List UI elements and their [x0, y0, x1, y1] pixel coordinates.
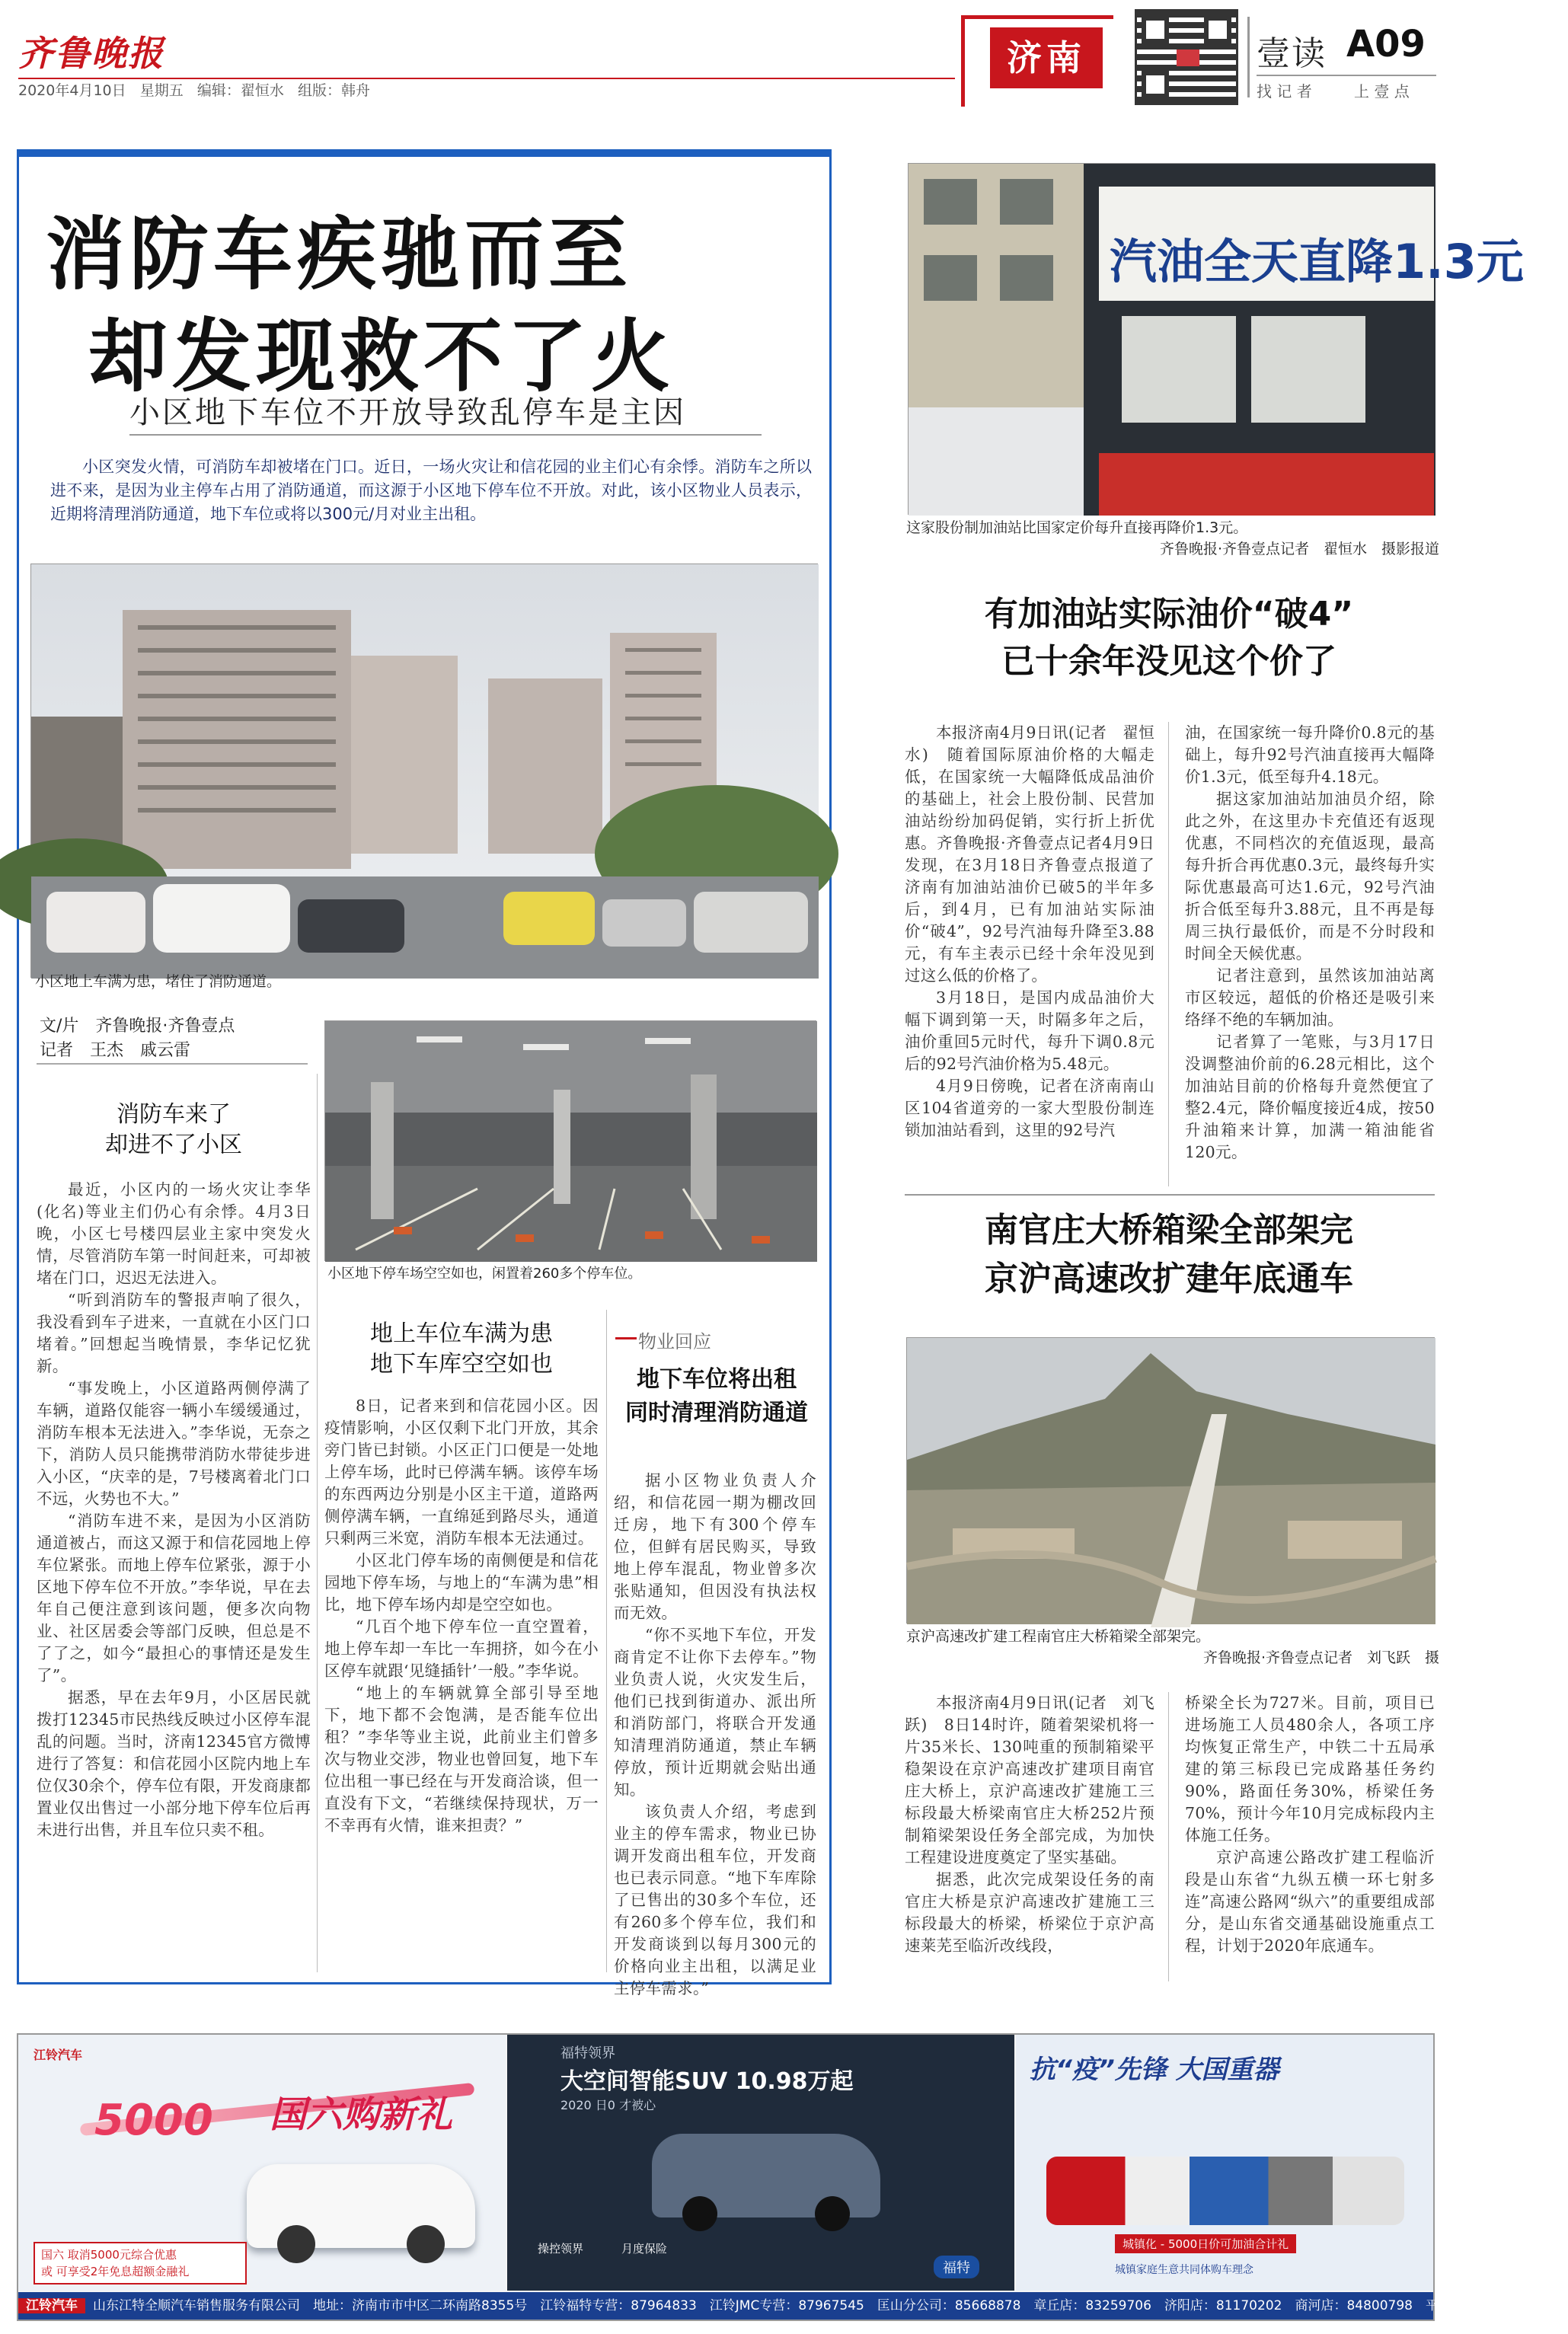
subhead-1-line1: 消防车来了 — [117, 1101, 231, 1128]
main-subheadline: 小区地下车位不开放导致乱停车是主因 — [129, 395, 686, 430]
ad-jmc-offer-line2: 或 可享受2年免息超额金融礼 — [41, 2265, 190, 2278]
qr-code[interactable] — [1135, 9, 1238, 105]
photo-bridge-credit: 齐鲁晚报·齐鲁壹点记者 刘飞跃 摄 — [1202, 1649, 1439, 1666]
subhead-3 — [614, 1363, 819, 1430]
column-2 — [324, 1395, 599, 1837]
ad-jmc-amount: 5000 — [94, 2096, 213, 2145]
gas-article-headline-line2: 已十余年没见这个价了 — [1001, 642, 1336, 681]
page-number: A09 — [1346, 23, 1426, 65]
gas-column-2-para: 据这家加油站加油员介绍，除此之外，在这里办卡充值还有返现优惠，不同档次的充值返现，最高每升折合再优惠0.3元，最终每升实际优惠最高可达1.6元，92号汽油折合低至每升3.88元，且不再是每周三执行最低价，而是不分时段和时间全天候优惠。 — [1185, 790, 1435, 963]
issue-editor: 编辑：翟恒水 — [196, 82, 284, 99]
slogan-right: 上 壹 点 — [1354, 82, 1410, 101]
bridge-column-2-para: 京沪高速公路改扩建工程临沂段是山东省“九纵五横一环七射多连”高速公路网“纵六”的重要组成部分，是山东省交通基础设施重点工程，计划于2020年底通车。 — [1185, 1848, 1435, 1955]
newspaper-logo: 齐鲁晚报 — [18, 33, 164, 74]
ad-jmc-car — [247, 2164, 475, 2248]
issue-date: 2020年4月10日 — [18, 82, 126, 99]
gas-column-1 — [905, 722, 1154, 1141]
gas-column-1-para: 3月18日，是国内成品油价大幅下调到第一天，时隔多年之后，油价重回5元时代，每升下调0.8元后的92号汽油价格为5.48元。 — [905, 988, 1154, 1073]
main-frame-corner — [17, 149, 832, 157]
ad-footer — [18, 2292, 1568, 2320]
ad-jmc-trucks-sub: 城镇家庭生意共同体购车理念 — [1115, 2264, 1253, 2276]
photo-underground-caption: 小区地下停车场空空如也，闲置着260多个停车位。 — [327, 1266, 642, 1282]
subhead-3-label-rule — [615, 1337, 637, 1339]
bridge-article-headline — [899, 1206, 1439, 1304]
ad-footer-text: 山东江特全顺汽车销售服务有限公司 地址：济南市市中区二环南路8355号 江铃福特专营：87964833 江铃JMC专营：87967545 匡山分公司：85668878 章丘店：83259706 济阳店：81170202 商河店：84800798 平阴店：15562559786 — [93, 2298, 1568, 2313]
ad-jmc-title: 国六购新礼 — [270, 2093, 453, 2136]
main-headline-2: 却发现救不了火 — [88, 310, 675, 403]
column-3-para: 该负责人介绍，考虑到业主的停车需求，物业已协调开发商出租车位，开发商也已表示同意。“地下车库除了已售出的30多个车位，还有260多个停车位，我们和开发商谈到以每月300元的价格向业主出租，以满足业主停车需求。” — [614, 1802, 816, 1997]
bridge-article-headline-line2: 京沪高速改扩建年底通车 — [985, 1260, 1353, 1298]
column-2-para: “地上的车辆就算全部引导至地下，地下都不会饱满，是否能车位出租？”李华等业主说，此前业主们曾多次与物业交涉，物业也曾回复，地下车位出租一事已经在与开发商洽谈，但一直没有下文，“若继续保持现状，万一不幸再有火情，谁来担责？” — [324, 1684, 599, 1834]
photo-bridge-caption: 京沪高速改扩建工程南官庄大桥箱梁全部架完。 — [906, 1628, 1211, 1645]
ad-footer-logo: 江铃汽车 — [18, 2298, 85, 2313]
issue-weekday: 星期五 — [139, 82, 184, 99]
byline-line1: 文/片 齐鲁晚报·齐鲁壹点 — [40, 1017, 235, 1036]
bridge-column-1 — [905, 1692, 1154, 1957]
column-2-para: 小区北门停车场的南侧便是和信花园地下停车场，与地上的“车满为患”相比，地下停车场内却是空空如也。 — [324, 1551, 599, 1614]
byline-rule — [37, 1063, 308, 1065]
photo-parking-lot-caption: 小区地上车满为患，堵住了消防通道。 — [35, 973, 282, 990]
bridge-article-headline-line1: 南官庄大桥箱梁全部架完 — [985, 1211, 1353, 1250]
ad-jmc-offer-box — [34, 2242, 247, 2285]
subhead-3-label: 物业回应 — [638, 1331, 711, 1352]
ad-jmc-trucks[interactable] — [1016, 2035, 1433, 2291]
ad-jmc-trucks-vehicles — [1046, 2157, 1404, 2225]
subhead-3-line1: 地下车位将出租 — [637, 1366, 797, 1393]
photo-gas-station — [908, 163, 1524, 515]
bridge-column-1-para: 本报济南4月9日讯(记者 刘飞跃) 8日14时许，随着架梁机将一片35米长、130吨重的预制箱梁平稳架设在京沪高速改扩建项目南官庄大桥上，京沪高速改扩建施工三标段最大桥梁南官庄大桥252片预制箱梁架设任务全部完成，为加快工程建设进度奠定了坚实基础。 — [905, 1694, 1154, 1866]
ad-jmc-trucks-title: 抗“疫”先锋 大国重器 — [1030, 2055, 1279, 2085]
bridge-column-1-para: 据悉，此次完成架设任务的南官庄大桥是京沪高速改扩建施工三标段最大的桥梁，桥梁位于京沪高速莱芜至临沂改线段， — [905, 1870, 1154, 1955]
photo-parking-lot — [30, 564, 818, 978]
ad-ford-sub: 2020 日0 才被心 — [560, 2098, 656, 2112]
column-1 — [37, 1179, 311, 1841]
bridge-column-divider — [1168, 1692, 1169, 1981]
photo-gas-station-caption: 这家股份制加油站比国家定价每升直接再降价1.3元。 — [906, 519, 1248, 536]
subhead-3-line2: 同时清理消防通道 — [625, 1400, 808, 1426]
photo-underground-garage — [324, 1020, 816, 1261]
subhead-1-line2: 却进不了小区 — [105, 1132, 242, 1158]
gas-column-2-para: 记者算了一笔账，与3月17日没调整油价前的6.28元相比，这个加油站目前的价格每升竟然便宜了整2.4元，降价幅度接近4成，按50升油箱来计算，加满一箱油能省120元。 — [1185, 1033, 1435, 1161]
main-headline-1: 消防车疾驰而至 — [46, 208, 633, 301]
column-1-para: “听到消防车的警报声响了很久，我没看到车子进来，一直就在小区门口堵着。”回想起当晚情景，李华记忆犹新。 — [37, 1291, 311, 1375]
column-2-para: 8日，记者来到和信花园小区。因疫情影响，小区仅剩下北门开放，其余旁门皆已封锁。小区正门口便是一处地上停车场，此时已停满车辆。该停车场的东西两边分别是小区主干道，道路两侧停满车辆，一直绵延到路尽头，通道只剩两三米宽，消防车根本无法通过。 — [324, 1397, 599, 1547]
subhead-1 — [37, 1100, 311, 1161]
byline-line2: 记者 王杰 戚云雷 — [40, 1041, 191, 1060]
masthead — [0, 0, 1450, 113]
brand-name: 壹读 — [1257, 34, 1327, 73]
gas-column-1-para: 4月9日傍晚，记者在济南南山区104省道旁的一家大型股份制连锁加油站看到，这里的92号汽 — [905, 1077, 1154, 1139]
ad-ford[interactable] — [507, 2035, 1014, 2291]
ad-jmc-brand: 江铃汽车 — [34, 2048, 83, 2062]
gas-article-headline — [899, 591, 1439, 685]
column-3-para: “你不买地下车位，开发商肯定不让你下去停车。”物业负责人说，火灾发生后，他们已找到街道办、派出所和消防部门，将联合开发通知清理消防通道，禁止车辆停放，预计近期就会贴出通知。 — [614, 1626, 816, 1799]
ad-ford-car — [652, 2134, 880, 2217]
masthead-divider — [1247, 17, 1250, 97]
column-1-para: “消防车进不来，是因为小区消防通道被占，而这又源于和信花园地上停车位紧张。而地上停车位紧张，源于小区地下停车位不开放。”李华说，早在去年自己便注意到该问题，便多次向物业、社区居委会等部门反映，但总是不了了之，如今“最担心的事情还是发生了”。 — [37, 1512, 311, 1684]
photo-bridge — [906, 1337, 1435, 1624]
ad-jmc-trucks-badge: 城镇化 - 5000日价可加油合计礼 — [1115, 2234, 1296, 2253]
column-divider-2 — [606, 1310, 607, 1972]
ad-ford-feature-1: 操控领界 — [538, 2242, 584, 2256]
gas-article-headline-line1: 有加油站实际油价“破4” — [984, 595, 1354, 634]
ad-ford-brand: 福特 — [934, 2256, 979, 2278]
gas-column-2-para: 油，在国家统一每升降价0.8元的基础上，每升92号汽油直接再大幅降价1.3元，低至每升4.18元。 — [1185, 723, 1435, 786]
photo-gas-station-credit: 齐鲁晚报·齐鲁壹点记者 翟恒水 摄影报道 — [1159, 541, 1439, 557]
column-2-para: “几百个地下停车位一直空置着，地上停车却一车比一车拥挤，如今在小区停车就跟‘见缝插针’一般。”李华说。 — [324, 1617, 599, 1680]
gas-column-1-para: 本报济南4月9日讯(记者 翟恒水) 随着国际原油价格的大幅走低，在国家统一大幅降低成品油价的基础上，社会上股份制、民营加油站纷纷加码促销，实行折上折优惠。齐鲁晚报·齐鲁壹点记者4月9日发现，在3月18日齐鲁壹点报道了济南有加油站油价已破5的半年多后，到4月，已有加油站实际油价“破4”，92号汽油每升降至3.88元，有车主表示已经十余年没见到过这么低的价格了。 — [905, 723, 1154, 985]
column-1-para: 据悉，早在去年9月，小区居民就拨打12345市民热线反映过小区停车混乱的问题。当时，济南12345官方微博进行了答复：和信花园小区院内地上车位仅30余个，停车位有限，开发商康都置业仅出售过一小部分地下停车位后再未进行出售，并且车位只卖不租。 — [37, 1688, 311, 1839]
gas-column-2 — [1185, 722, 1435, 1164]
subhead-2 — [324, 1319, 599, 1380]
column-1-para: “事发晚上，小区道路两侧停满了车辆，道路仅能容一辆小车缓缓通过，消防车根本无法进入。”李华说，无奈之下，消防人员只能携带消防水带徒步进入小区，“庆幸的是，7号楼离着北门口不远，火势也不大。” — [37, 1379, 311, 1508]
slogan-left: 找 记 者 — [1257, 82, 1312, 101]
issue-layout: 组版：韩舟 — [298, 82, 371, 99]
gas-column-2-para: 记者注意到，虽然该加油站离市区较远，超低的价格还是吸引来络绎不绝的车辆加油。 — [1185, 966, 1435, 1029]
pump-sign-text: 汽油全天直降1.3元 — [1110, 234, 1524, 289]
bridge-column-2-para: 桥梁全长为727米。目前，项目已进场施工人员480余人，各项工序均恢复正常生产，中铁二十五局承建的第三标段已完成路基任务约90%，路面任务30%，桥梁任务70%，预计今年10月完成标段内主体施工任务。 — [1185, 1694, 1435, 1844]
column-divider-1 — [317, 1074, 318, 1972]
masthead-rule-right — [1257, 75, 1436, 76]
column-3 — [614, 1470, 816, 2000]
main-lead: 小区突发火情，可消防车却被堵在门口。近日，一场火灾让和信花园的业主们心有余悸。消防车之所以进不来，是因为业主停车占用了消防通道，而这源于小区地下停车位不开放。对此，该小区物业人员表示，近期将清理消防通道，地下车位或将以300元/月对业主出租。 — [50, 458, 812, 523]
section-tag: 济南 — [990, 27, 1103, 88]
gas-column-divider — [1168, 722, 1169, 1186]
column-3-para: 据小区物业负责人介绍，和信花园一期为棚改回迁房，地下有300个停车位，但鲜有居民购买，导致地上停车混乱，物业曾多次张贴通知，但因没有执法权而无效。 — [614, 1471, 816, 1622]
ad-jmc-offer-line1: 国六 取消5000元综合优惠 — [41, 2248, 177, 2262]
subhead-2-line2: 地下车库空空如也 — [370, 1351, 553, 1378]
ad-ford-title: 大空间智能SUV 10.98万起 — [560, 2068, 854, 2095]
subhead-2-line1: 地上车位车满为患 — [370, 1320, 553, 1347]
sub-headline-rule — [129, 434, 762, 436]
right-section-rule — [905, 1194, 1435, 1196]
column-1-para: 最近，小区内的一场火灾让李华(化名)等业主们仍心有余悸。4月3日晚，小区七号楼四层业主家中突发火情，尽管消防车第一时间赶来，可却被堵在门口，迟迟无法进入。 — [37, 1180, 311, 1287]
issue-info — [18, 79, 370, 100]
ad-ford-feature-2: 月度保险 — [621, 2242, 668, 2256]
ad-ford-top: 福特领界 — [560, 2045, 615, 2061]
bridge-column-2 — [1185, 1692, 1435, 1957]
ad-jmc[interactable] — [18, 2035, 506, 2291]
masthead-rule — [18, 78, 955, 79]
